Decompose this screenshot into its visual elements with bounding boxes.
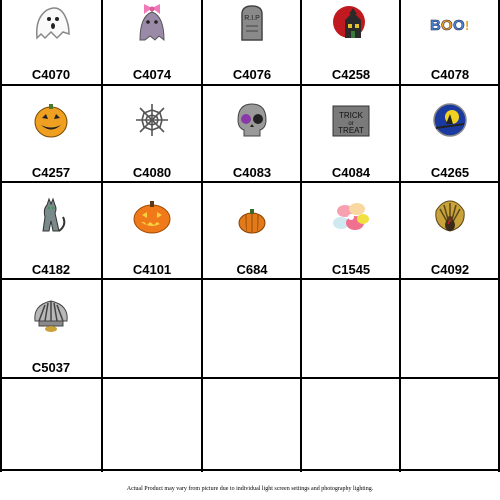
product-code: C1545 (331, 262, 371, 277)
candy-pile-icon (329, 197, 373, 237)
product-code: C4101 (132, 262, 172, 277)
product-cell[interactable] (103, 86, 201, 182)
product-cell[interactable] (103, 183, 201, 279)
svg-text:or: or (348, 121, 354, 127)
disclaimer-text: Actual Product may vary from picture due to individual light screen settings and photography lighting. (126, 486, 374, 492)
product-cell[interactable] (401, 183, 499, 279)
svg-text:TRICK: TRICK (339, 111, 363, 120)
skull-icon (230, 100, 274, 140)
small-pumpkin-icon (230, 197, 274, 237)
turkey-icon (428, 197, 472, 237)
ghost-with-bow-icon (130, 2, 174, 42)
trick-or-treat-sign-icon (329, 100, 373, 140)
product-code: C4092 (430, 262, 470, 277)
product-cell[interactable] (302, 183, 400, 279)
product-code: C4257 (31, 165, 71, 180)
jack-o-lantern-icon (29, 100, 73, 140)
ghost-icon (29, 2, 73, 42)
grid-line (0, 469, 500, 471)
product-cell[interactable] (2, 0, 100, 84)
product-code: C5037 (31, 360, 71, 375)
product-code: C684 (236, 262, 268, 277)
svg-text:R.I.P: R.I.P (244, 15, 260, 22)
haunted-house-icon (329, 2, 373, 42)
spider-web-icon (130, 100, 174, 140)
product-code: C4084 (331, 165, 371, 180)
product-code: C4265 (430, 165, 470, 180)
product-cell[interactable] (2, 183, 100, 279)
product-cell[interactable] (401, 0, 499, 84)
product-code: C4076 (232, 67, 272, 82)
product-cell[interactable] (2, 86, 100, 182)
grid-line (0, 377, 500, 379)
shell-icon (29, 295, 73, 335)
product-cell[interactable] (401, 86, 499, 182)
product-code: C4182 (31, 262, 71, 277)
witch-moon-icon (428, 100, 472, 140)
product-code: C4080 (132, 165, 172, 180)
boo-text-icon (428, 2, 472, 42)
carved-pumpkin-icon (130, 197, 174, 237)
product-cell[interactable] (203, 86, 301, 182)
svg-text:!: ! (465, 18, 470, 33)
cat-icon (29, 197, 73, 237)
product-cell[interactable] (103, 0, 201, 84)
product-cell[interactable] (302, 86, 400, 182)
product-code: C4074 (132, 67, 172, 82)
product-code: C4070 (31, 67, 71, 82)
product-cell[interactable] (203, 0, 301, 84)
tombstone-rip-icon (230, 2, 274, 42)
svg-text:O: O (441, 17, 453, 34)
product-cell[interactable] (203, 183, 301, 279)
svg-text:O: O (453, 17, 465, 34)
product-code: C4258 (331, 67, 371, 82)
product-code: C4083 (232, 165, 272, 180)
svg-text:TREAT: TREAT (338, 126, 364, 135)
svg-text:B: B (430, 17, 441, 34)
product-code: C4078 (430, 67, 470, 82)
product-cell[interactable] (2, 281, 100, 377)
product-cell[interactable] (302, 0, 400, 84)
